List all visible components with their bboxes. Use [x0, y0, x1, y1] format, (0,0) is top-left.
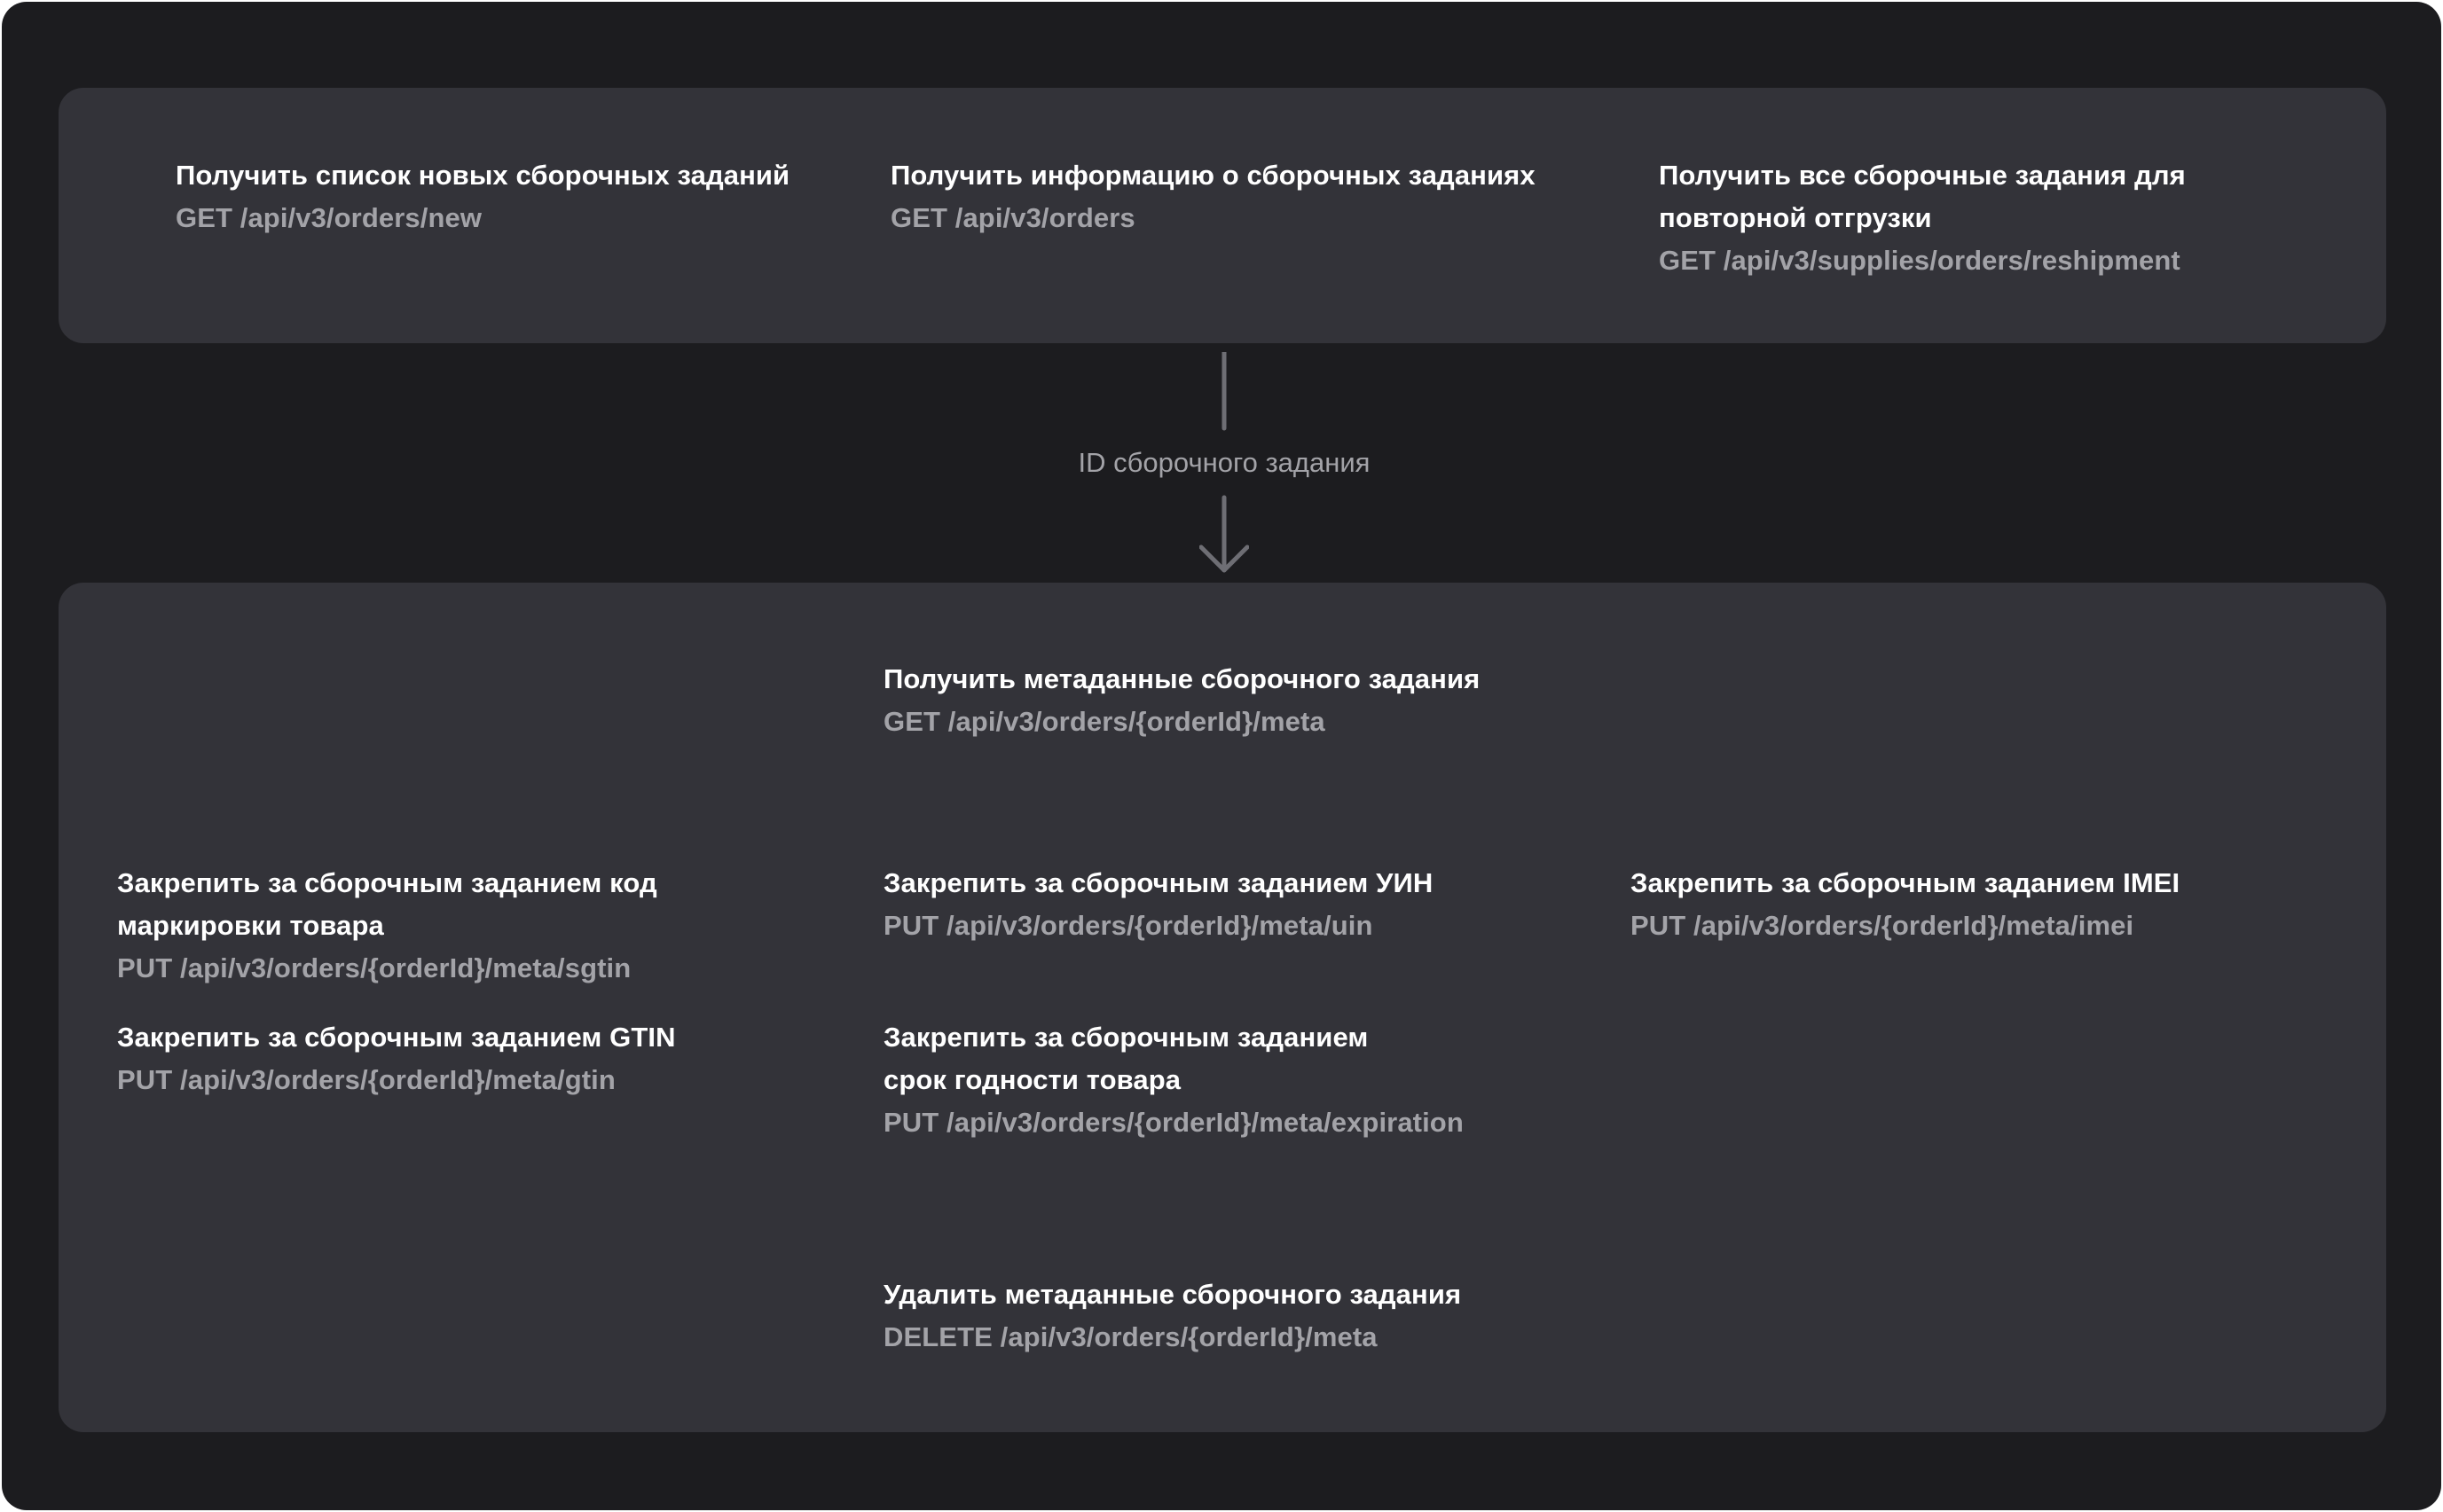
node-endpoint: PUT /api/v3/orders/{orderId}/meta/expiration — [884, 1107, 1464, 1138]
node-put-sgtin — [117, 862, 657, 990]
node-title: Получить список новых сборочных заданий — [176, 160, 790, 191]
node-endpoint: GET /api/v3/orders/new — [176, 202, 483, 233]
node-title: Закрепить за сборочным заданием — [884, 1022, 1369, 1053]
node-put-imei — [1630, 862, 2180, 947]
node-title: повторной отгрузки — [1659, 202, 1932, 233]
node-title: Удалить метаданные сборочного задания — [884, 1279, 1462, 1310]
node-title: Закрепить за сборочным заданием IMEI — [1630, 867, 2180, 898]
node-get-reshipment-orders — [1659, 154, 2186, 282]
node-title: Закрепить за сборочным заданием УИН — [884, 867, 1434, 898]
node-title: Закрепить за сборочным заданием GTIN — [117, 1022, 676, 1053]
node-endpoint: PUT /api/v3/orders/{orderId}/meta/imei — [1630, 910, 2134, 941]
node-endpoint: PUT /api/v3/orders/{orderId}/meta/uin — [884, 910, 1373, 941]
node-endpoint: DELETE /api/v3/orders/{orderId}/meta — [884, 1321, 1378, 1352]
node-get-meta — [884, 658, 1480, 743]
node-title: маркировки товара — [117, 910, 384, 941]
node-put-uin — [884, 862, 1433, 947]
node-title: срок годности товара — [884, 1064, 1182, 1095]
node-put-expiration — [884, 1016, 1464, 1144]
node-get-orders-info — [891, 154, 1536, 239]
node-endpoint: GET /api/v3/orders — [891, 202, 1135, 233]
arrow-down-icon — [1201, 497, 1247, 570]
node-title: Закрепить за сборочным заданием код — [117, 867, 657, 898]
node-endpoint: PUT /api/v3/orders/{orderId}/meta/gtin — [117, 1064, 616, 1095]
node-endpoint: PUT /api/v3/orders/{orderId}/meta/sgtin — [117, 952, 632, 983]
node-endpoint: GET /api/v3/orders/{orderId}/meta — [884, 706, 1325, 737]
node-title: Получить метаданные сборочного задания — [884, 663, 1481, 694]
diagram-canvas — [2, 2, 2441, 1510]
node-title: Получить информацию о сборочных заданиях — [891, 160, 1536, 191]
node-put-gtin — [117, 1016, 676, 1101]
node-endpoint: GET /api/v3/supplies/orders/reshipment — [1659, 245, 2180, 276]
connector-label: ID сборочного задания — [1078, 447, 1371, 478]
node-title: Получить все сборочные задания для — [1659, 160, 2186, 191]
node-delete-meta — [884, 1273, 1461, 1359]
node-get-new-orders — [176, 154, 789, 239]
